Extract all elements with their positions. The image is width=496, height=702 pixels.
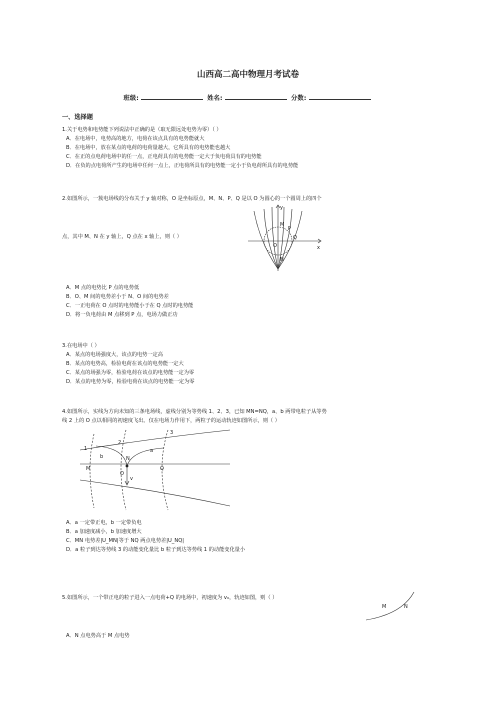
q4-label-2: 2: [118, 440, 122, 446]
q4-label-b: b: [100, 454, 104, 460]
q2-label-y: y: [280, 205, 283, 211]
q4-field-figure: [80, 428, 230, 510]
q5-label-m: M: [382, 604, 387, 610]
q4-label-o: O: [120, 471, 124, 477]
class-blank[interactable]: [141, 93, 203, 100]
q5-trajectory-figure: [362, 588, 422, 624]
q2-option-c: C．一正电荷在 O 点时的电势能小于在 Q 点时的电势能: [66, 303, 194, 309]
score-label: 分数:: [291, 95, 307, 102]
q2-label-q: Q: [293, 235, 297, 241]
q4-label-3: 3: [170, 430, 174, 436]
q4-option-a: A．a 一定带正电，b 一定带负电: [66, 520, 142, 526]
q3-option-d: D．某点的电势为零，检验电荷在该点的电势能一定为零: [66, 379, 195, 385]
q1-option-b: B．在电场中，放在某点的电荷的电荷量越大，它所具有的电势能也越大: [66, 145, 231, 151]
name-blank[interactable]: [225, 93, 287, 100]
q4-option-c: C．MN 电势差|U_MN|等于 NQ 两点电势差|U_NQ|: [66, 538, 185, 544]
q5-option-a: A．N 点电势高于 M 点电势: [66, 633, 130, 639]
question-1-stem: 1.关于电势和电势能下列说法中正确的是（取无限远处电势为零）（ ）: [62, 127, 222, 133]
q2-label-p: P: [288, 226, 292, 232]
q4-label-n: N: [126, 456, 130, 462]
question-2-stem-line1: 2.如图所示，一簇电场线的分布关于 y 轴对称，O 是坐标原点，M、N、P、Q 是以 O 为圆心的一个圆周上的四个: [62, 196, 322, 202]
page-title: 山西高二高中物理月考试卷: [196, 70, 299, 80]
q4-label-v: v: [130, 476, 133, 482]
q2-label-o: O: [273, 243, 277, 249]
q2-field-figure: [244, 203, 324, 273]
q4-option-d: D．a 粒子到达等势线 3 的动能变化量比 b 粒子到达等势线 1 的动能变化量小: [66, 547, 246, 553]
q4-equipotential-1: [90, 434, 94, 508]
student-info-row: [0, 93, 496, 102]
q3-option-c: C．某点的场强为零，检验电荷在该点的电势能一定为零: [66, 370, 195, 376]
class-label: 班级:: [123, 95, 139, 102]
name-label: 姓名:: [207, 95, 223, 102]
q2-field-line: [272, 207, 278, 269]
q4-label-a: a: [150, 448, 154, 454]
q4-trajectory-a: [127, 448, 164, 466]
q4-equipotential-2: [121, 430, 126, 510]
question-3-stem: 3.在电场中（ ）: [62, 343, 100, 349]
q2-label-n: N: [280, 257, 284, 263]
q4-label-m: M: [86, 466, 91, 472]
score-blank[interactable]: [309, 93, 371, 100]
q2-label-x: x: [317, 245, 320, 251]
q4-label-1: 1: [84, 446, 88, 452]
question-2-stem-line2: 点，其中 M、N 在 y 轴上，Q 点在 x 轴上，则（ ）: [62, 234, 182, 240]
q3-option-b: B．某点的电势高，检验电荷在该点的电势能一定大: [66, 361, 184, 367]
question-5-stem: 5.如图所示，一个带正电的粒子进入一点电荷+Q 的电场中，初速度为 v₀，轨迹如图，则（ ）: [62, 595, 278, 601]
q2-option-b: B．O、M 间的电势差小于 N、O 间的电势差: [66, 294, 169, 300]
q1-option-c: C．在正的点电荷电场中的任一点，正电荷具有的电势能一定大于负电荷具有的电势能: [66, 154, 262, 160]
q4-label-q: Q: [160, 466, 164, 472]
q2-label-m: M: [280, 222, 285, 228]
q4-point-o: [126, 465, 129, 468]
q1-option-d: D．在负的点电荷所产生的电场中任何一点上，正电荷所具有的电势能一定小于负电荷所具有的电势能: [66, 163, 299, 169]
q2-option-a: A．M 点的电势比 P 点的电势低: [66, 285, 140, 291]
q4-option-b: B．a 加速度减小，b 加速度增大: [66, 529, 142, 535]
question-4-stem-line1: 4.如图所示，实线为方向未知的三条电场线，虚线分别为等势线 1、2、3，已知 MN=NQ，a、b 两带电粒子从等势: [62, 409, 327, 415]
q5-label-n: N: [404, 604, 408, 610]
q2-option-d: D．将一负电荷由 M 点移到 P 点，电场力做正功: [66, 312, 178, 318]
question-4-stem-line2: 线 2 上的 O 点以相同的初速度飞出。仅在电场力作用下，两粒子的运动轨迹如图所示，则（ ）: [62, 418, 280, 424]
section-heading: 一、选择题: [62, 114, 93, 121]
q4-field-line: [80, 480, 230, 506]
q3-option-a: A．某点的电场强度大，该点的电势一定高: [66, 352, 163, 358]
q1-option-a: A．在电场中，电势高的地方，电荷在该点具有的电势能就大: [66, 136, 205, 142]
